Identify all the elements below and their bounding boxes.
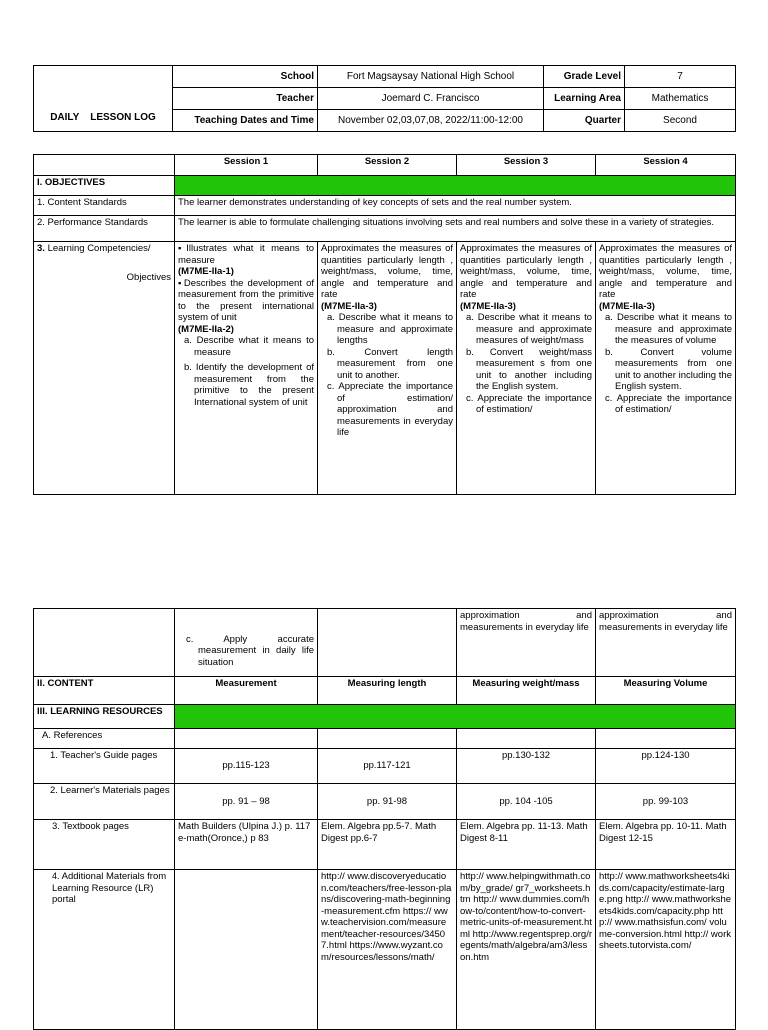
lesson-table-page1 <box>33 154 736 495</box>
teaching-dates-value: November 02,03,07,08, 2022/11:00-12:00 <box>318 110 544 132</box>
s1-code-2: (M7ME-IIa-2) <box>178 323 234 335</box>
school-value: Fort Magsaysay National High School <box>318 66 544 88</box>
s1-bullet-2: ▪ Describes the development of measurement from the primitive to the present international system of unit <box>178 278 314 324</box>
school-label: School <box>173 66 318 88</box>
session-2-competencies <box>318 242 457 495</box>
s3-item-b: b. Convert weight/mass measurement s from one unit to another including the English system. <box>466 346 592 392</box>
s1-item-a: a. Describe what it means to measure <box>184 335 314 358</box>
document-title: DAILY LESSON LOG <box>34 66 173 132</box>
learners-materials-s2: pp. 91-98 <box>318 784 457 820</box>
teachers-guide-s3: pp.130-132 <box>457 749 596 784</box>
s1-item-b: b. Identify the development of measurement from the primitive to the present International system of unit <box>184 362 314 408</box>
s1-item-c: c. Apply accurate measurement in daily life situation <box>186 633 314 668</box>
references-label: A. References <box>34 729 175 749</box>
references-cell-3 <box>457 729 596 749</box>
session-1-competencies <box>175 242 318 495</box>
s4-item-c: c. Appreciate the importance of estimation/ <box>605 392 732 415</box>
session-2-header: Session 2 <box>318 155 457 176</box>
learners-materials-s4: pp. 99-103 <box>596 784 736 820</box>
teachers-guide-s1: pp.115-123 <box>175 749 318 784</box>
session-4-content: Measuring Volume <box>596 677 736 705</box>
grade-level-value: 7 <box>625 66 736 88</box>
s4-item-a: a. Describe what it means to measure and approximate the measures of volume <box>605 312 732 346</box>
competencies-label: Learning Competencies/ <box>44 243 151 254</box>
content-standards-label: 1. Content Standards <box>34 196 175 216</box>
s4-code: (M7ME-IIa-3) <box>599 300 655 312</box>
session-4-continued: approximation and measurements in everyday life <box>596 609 736 677</box>
textbook-s3: Elem. Algebra pp. 11-13. Math Digest 8-11 <box>457 820 596 870</box>
s2-item-c: c. Appreciate the importance of estimation/ approximation and measurements in everyday life <box>327 381 453 438</box>
s2-item-b: b. Convert length measurement from one unit to another. <box>327 346 453 381</box>
s1-bullet-1: ▪ Illustrates what it means to measure <box>178 243 314 266</box>
teachers-guide-s4: pp.124-130 <box>596 749 736 784</box>
additional-materials-s1 <box>175 870 318 1030</box>
references-cell-1 <box>175 729 318 749</box>
references-cell-4 <box>596 729 736 749</box>
teacher-value: Joemard C. Francisco <box>318 88 544 110</box>
textbook-s1-line1: Math Builders (Ulpina J.) p. 117 <box>178 821 311 832</box>
grade-level-label: Grade Level <box>544 66 625 88</box>
learners-materials-s1: pp. 91 – 98 <box>175 784 318 820</box>
quarter-value: Second <box>625 110 736 132</box>
textbook-label: 3. Textbook pages <box>34 820 175 870</box>
s3-item-c: c. Appreciate the importance of estimation/ <box>466 392 592 415</box>
additional-materials-s3: http:// www.helpingwithmath.com/by_grade/ gr7_worksheets.htm http:// www.dummies.com/how-to/content/how-to-convert-metric-units-of-measurement.html http://www.regentsprep.org/regents/math/algebra/am3/lesson.htm <box>457 870 596 1030</box>
corner-cell <box>34 155 175 176</box>
objectives-sublabel: Objectives <box>126 271 171 283</box>
additional-materials-label-cell <box>34 870 175 1030</box>
s1-code-1: (M7ME-IIa-1) <box>178 266 234 277</box>
session-1-continued <box>175 609 318 677</box>
textbook-s2: Elem. Algebra pp.5-7. Math Digest pp.6-7 <box>318 820 457 870</box>
teachers-guide-label: 1. Teacher's Guide pages <box>34 749 175 784</box>
s3-intro: Approximates the measures of quantities particularly length , weight/mass, volume, time, angle and temperature and rate <box>460 243 592 300</box>
lesson-table-page2 <box>33 608 736 1030</box>
content-standards-text: The learner demonstrates understanding of key concepts of sets and the real number system. <box>175 196 736 216</box>
teachers-guide-s2: pp.117-121 <box>318 749 457 784</box>
session-1-content: Measurement <box>175 677 318 705</box>
performance-standards-text: The learner is able to formulate challenging situations involving sets and real numbers and solve these in a variety of strategies. <box>175 216 736 242</box>
session-3-competencies <box>457 242 596 495</box>
learners-materials-label: 2. Learner's Materials pages <box>34 784 175 820</box>
session-2-continued <box>318 609 457 677</box>
session-3-header: Session 3 <box>457 155 596 176</box>
teaching-dates-label: Teaching Dates and Time <box>173 110 318 132</box>
textbook-s1-line2: e-math(Oronce,) p 83 <box>178 832 269 844</box>
s4-intro: Approximates the measures of quantities particularly length , weight/mass, volume, time, angle and temperature and rate <box>599 243 732 300</box>
continued-label-cell <box>34 609 175 677</box>
s3-item-a: a. Describe what it means to measure and approximate measures of weight/mass <box>466 312 592 346</box>
competencies-label-cell <box>34 242 175 495</box>
additional-materials-s2: http:// www.discoveryeducation.com/teachers/free-lesson-plans/discovering-math-beginning-measurement.cfm https:// www.teachervision.com/measurement/teacher-resources/34507.html https://www.wyzant.com/resources/lessons/math/ <box>318 870 457 1030</box>
objectives-label: I. OBJECTIVES <box>34 176 175 196</box>
session-4-competencies <box>596 242 736 495</box>
session-1-header: Session 1 <box>175 155 318 176</box>
additional-materials-label: Additional Materials from Learning Resource (LR) portal <box>52 871 167 905</box>
competencies-number: 3. <box>37 243 45 254</box>
s2-code: (M7ME-IIa-3) <box>321 300 377 312</box>
learning-area-label: Learning Area <box>544 88 625 110</box>
objectives-highlight-bar <box>175 176 736 196</box>
learning-resources-label: III. LEARNING RESOURCES <box>34 705 175 729</box>
additional-materials-number: 4. <box>52 871 60 881</box>
learning-area-value: Mathematics <box>625 88 736 110</box>
quarter-label: Quarter <box>544 110 625 132</box>
session-3-continued: approximation and measurements in everyday life <box>457 609 596 677</box>
content-label: II. CONTENT <box>34 677 175 705</box>
references-cell-2 <box>318 729 457 749</box>
s3-code: (M7ME-IIa-3) <box>460 300 516 312</box>
s2-intro: Approximates the measures of quantities particularly length , weight/mass, volume, time, angle and temperature and rate <box>321 243 453 300</box>
header-table <box>33 65 736 132</box>
session-3-content: Measuring weight/mass <box>457 677 596 705</box>
textbook-s1 <box>175 820 318 870</box>
session-2-content: Measuring length <box>318 677 457 705</box>
s4-item-b: b. Convert volume measurements from one unit to another including the English system. <box>605 346 732 392</box>
additional-materials-s4: http:// www.mathworksheets4kids.com/capacity/estimate-large.png http:// www.mathworksheets4kids.com/capacity.php http:// www.mathsisfun.com/ volume-conversion.html http:// worksheets.tutorvista.com/ <box>596 870 736 1030</box>
performance-standards-label: 2. Performance Standards <box>34 216 175 242</box>
s2-item-a: a. Describe what it means to measure and approximate lengths <box>327 312 453 346</box>
textbook-s4: Elem. Algebra pp. 10-11. Math Digest 12-15 <box>596 820 736 870</box>
learners-materials-s3: pp. 104 -105 <box>457 784 596 820</box>
session-4-header: Session 4 <box>596 155 736 176</box>
teacher-label: Teacher <box>173 88 318 110</box>
resources-highlight-bar <box>175 705 736 729</box>
